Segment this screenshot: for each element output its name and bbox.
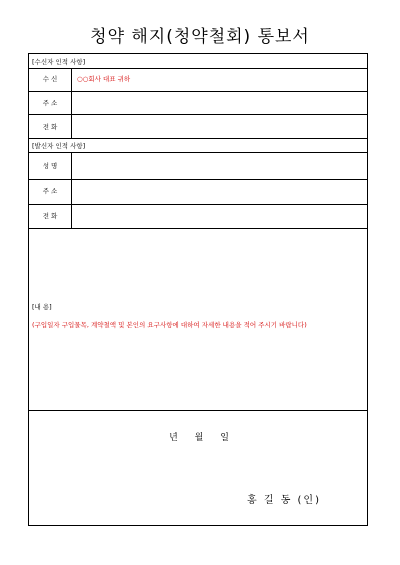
- date-line[interactable]: 년 월 일: [169, 433, 229, 443]
- divider: [29, 204, 367, 205]
- content-guide-text[interactable]: (구입일자 구입물목, 계약철액 및 본인의 요구사항에 대하여 자세한 내용을 적어 주시기 바랍니다): [32, 321, 307, 329]
- signer-name[interactable]: 홍 길 동 (인): [247, 495, 321, 506]
- divider: [29, 91, 367, 92]
- sender-name-label: 성 명: [42, 162, 58, 170]
- divider: [29, 114, 367, 115]
- recipient-to-label: 수 신: [42, 75, 58, 83]
- label-column-divider: [71, 68, 72, 138]
- sender-section-header: [발신자 인적 사항]: [32, 142, 86, 150]
- recipient-address-label: 주 소: [42, 99, 58, 107]
- divider: [29, 138, 367, 139]
- sender-phone-label: 전 화: [42, 212, 58, 220]
- document-title: 청약 해지(청약철회) 통보서: [90, 27, 310, 47]
- sender-address-label: 주 소: [42, 187, 58, 195]
- recipient-section-header: [수신자 인적 사항]: [32, 58, 86, 66]
- divider: [29, 179, 367, 180]
- divider: [29, 68, 367, 69]
- label-column-divider: [71, 152, 72, 228]
- notice-form: [28, 53, 368, 526]
- recipient-to-value[interactable]: ○○회사 대표 귀하: [77, 75, 131, 83]
- recipient-phone-label: 전 화: [42, 123, 58, 131]
- content-section-header: [내 용]: [32, 303, 52, 311]
- divider: [29, 228, 367, 229]
- divider: [29, 410, 367, 411]
- divider: [29, 152, 367, 153]
